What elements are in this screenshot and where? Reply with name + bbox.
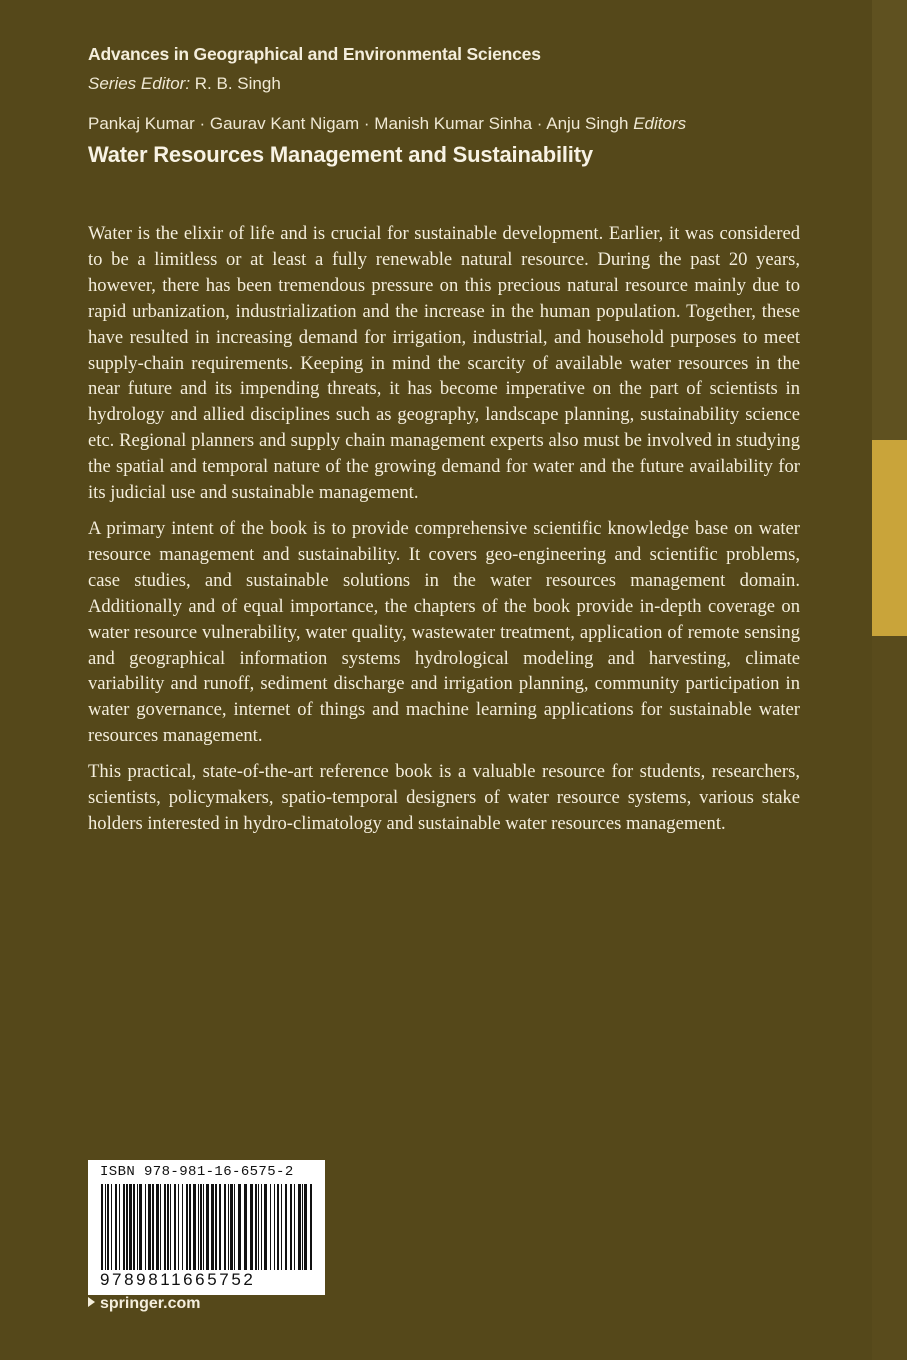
editor-names: Pankaj Kumar · Gaurav Kant Nigam · Manish Kumar Sinha · Anju Singh xyxy=(88,114,629,133)
barcode-bar xyxy=(182,1184,183,1270)
barcode-image xyxy=(100,1184,313,1270)
barcode-bar xyxy=(294,1184,295,1270)
barcode-bar xyxy=(238,1184,241,1270)
barcode-bar xyxy=(164,1184,166,1270)
barcode-bar xyxy=(310,1184,312,1270)
edge-strip-bottom xyxy=(872,636,907,1360)
barcode-bar xyxy=(228,1184,229,1270)
barcode-bar xyxy=(274,1184,275,1270)
barcode-digits: 9789811665752 xyxy=(100,1270,256,1289)
series-editor-label: Series Editor: xyxy=(88,74,191,93)
barcode-bar xyxy=(189,1184,191,1270)
barcode-bar xyxy=(156,1184,159,1270)
barcode-bar xyxy=(281,1184,282,1270)
barcode-bar xyxy=(230,1184,233,1270)
barcode-bar xyxy=(105,1184,106,1270)
barcode-bar xyxy=(302,1184,303,1270)
edge-strip-top xyxy=(872,0,907,440)
barcode-bar xyxy=(148,1184,151,1270)
barcode-bar xyxy=(211,1184,214,1270)
editors-role: Editors xyxy=(633,114,687,133)
barcode-bar xyxy=(215,1184,217,1270)
barcode-bar xyxy=(258,1184,259,1270)
publisher-link[interactable] xyxy=(88,1295,200,1313)
barcode-bar xyxy=(115,1184,117,1270)
barcode-bar xyxy=(298,1184,301,1270)
barcode-bar xyxy=(261,1184,262,1270)
barcode-bar xyxy=(133,1184,135,1270)
isbn-label: ISBN 978-981-16-6575-2 xyxy=(100,1164,294,1180)
barcode-bar xyxy=(304,1184,307,1270)
barcode-bar xyxy=(250,1184,253,1270)
barcode-bar xyxy=(174,1184,176,1270)
publisher-url: springer.com xyxy=(100,1295,201,1312)
barcode-bar xyxy=(193,1184,196,1270)
barcode-bar xyxy=(244,1184,247,1270)
isbn-barcode-box xyxy=(88,1160,325,1295)
barcode-bar xyxy=(255,1184,257,1270)
barcode-bar xyxy=(111,1184,112,1270)
barcode-bar xyxy=(107,1184,109,1270)
blurb-paragraph-1: Water is the elixir of life and is crucial for sustainable development. Earlier, it was considered to be a limitless or at least a fully renewable natural resource. During the past 20 years, however, there has been tremendous pressure on this precious natural resource mainly due to rapid urbanization, industrialization and the increase in the human population. Together, these have resulted in increasing demand for irrigation, industrial, and household purposes to meet supply-chain requirements. Keeping in mind the scarcity of available water resources in the near future and its impending threats, it has become imperative on the part of scientists in hydrology and allied disciplines such as geography, landscape planning, sustainability science etc. Regional planners and supply chain management experts also must be involved in studying the spatial and temporal nature of the growing demand for water and the future availability for its judicial use and sustainable management. xyxy=(88,223,800,504)
barcode-bar xyxy=(200,1184,202,1270)
barcode-bar xyxy=(277,1184,279,1270)
barcode-bar xyxy=(203,1184,204,1270)
series-editor-name: R. B. Singh xyxy=(194,74,281,93)
barcode-bar xyxy=(198,1184,199,1270)
barcode-bar xyxy=(224,1184,226,1270)
barcode-bar xyxy=(129,1184,132,1270)
barcode-bar xyxy=(206,1184,209,1270)
blurb xyxy=(88,221,800,847)
book-title: Water Resources Management and Sustainability xyxy=(88,142,593,167)
blurb-paragraph-3: This practical, state-of-the-art reference book is a valuable resource for students, researchers, scientists, policymakers, spatio-temporal designers of water resource systems, various stake holders interested in hydro-climatology and sustainable water resources management. xyxy=(88,761,800,834)
barcode-bar xyxy=(178,1184,179,1270)
barcode-bar xyxy=(119,1184,120,1270)
book-editors xyxy=(88,114,686,134)
barcode-bar xyxy=(219,1184,221,1270)
blurb-paragraph-2: A primary intent of the book is to provide comprehensive scientific knowledge base on water resource management and sustainability. It covers geo-engineering and scientific problems, case studies, and sustainable solutions in the water resources management domain. Additionally and of equal importance, the chapters of the book provide in-depth coverage on water resource vulnerability, water quality, wastewater treatment, application of remote sensing and geographical information systems hydrological modeling and harvesting, climate variability and runoff, sediment discharge and irrigation planning, community participation in water governance, internet of things and machine learning applications for sustainable water resources management. xyxy=(88,517,800,747)
barcode-bar xyxy=(170,1184,171,1270)
barcode-bar xyxy=(123,1184,125,1270)
barcode-bar xyxy=(290,1184,292,1270)
series-title: Advances in Geographical and Environmental Sciences xyxy=(88,44,541,64)
barcode-bar xyxy=(167,1184,169,1270)
barcode-bar xyxy=(101,1184,103,1270)
barcode-bar xyxy=(234,1184,235,1270)
barcode-bar xyxy=(145,1184,146,1270)
barcode-bar xyxy=(126,1184,128,1270)
arrow-icon xyxy=(88,1297,95,1307)
barcode-bar xyxy=(152,1184,154,1270)
edge-strip-accent xyxy=(872,440,907,636)
barcode-bar xyxy=(139,1184,142,1270)
series-editor xyxy=(88,74,281,94)
barcode-bar xyxy=(285,1184,287,1270)
barcode-bar xyxy=(270,1184,271,1270)
barcode-bar xyxy=(264,1184,267,1270)
barcode-bar xyxy=(137,1184,138,1270)
barcode-bar xyxy=(160,1184,161,1270)
barcode-bar xyxy=(186,1184,188,1270)
